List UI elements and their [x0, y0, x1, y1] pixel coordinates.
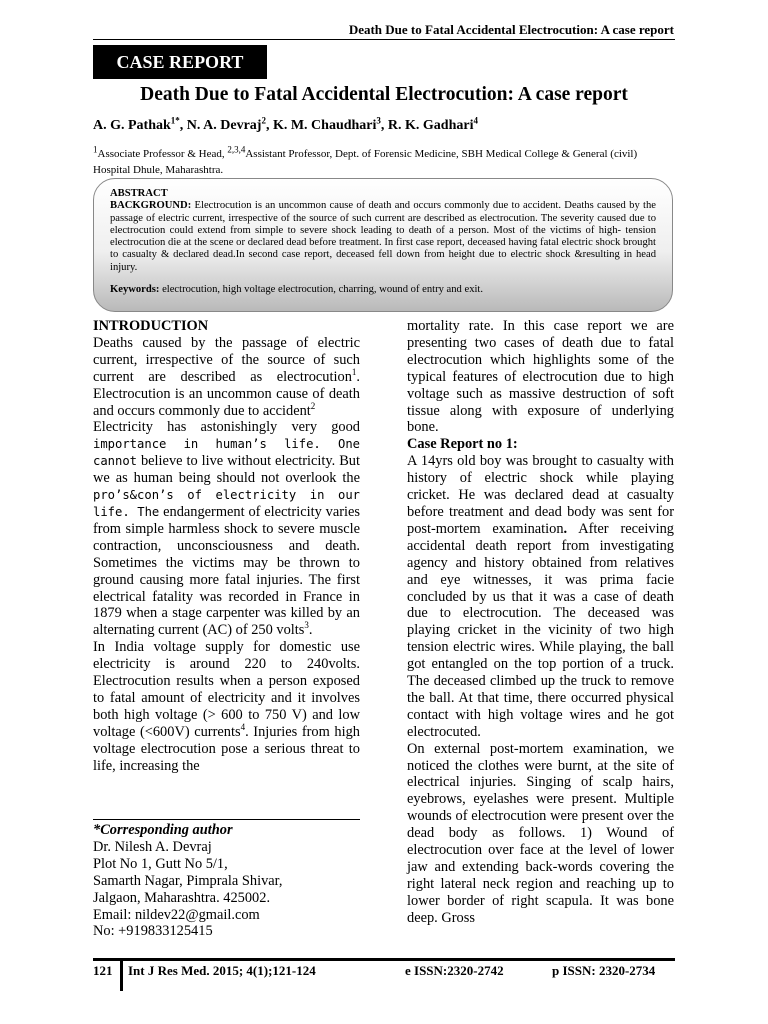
banner-label: CASE REPORT	[116, 51, 244, 72]
author-list: A. G. Pathak$^{1*}$, N. A. Devraj$^2$, K. M. Chaudhari$^3$, R. K. Gadhari$^4$	[93, 115, 478, 133]
background-text: Electrocution is an uncommon cause of death and occurs commonly due to accident. Deaths caused by the passage of electric current, irrespective of the source of such current are described as electrocution. The severity caused due to electrocution could extend from simple to severe shock leading to death of a person. Most of the victims of high- tension electrocution die at the scene or declared dead before treatment. In first case report, deceased having fatal electric shock brought to casualty & declared dead.In second case report, deceased fell down from height due to electric shock &resulting in head injury.	[110, 200, 656, 273]
intro-paragraph-1: Deaths caused by the passage of electric current, irrespective of the source of such current are described as electrocution$^1$. Electrocution is an uncommon cause of death and occurs commonly due to accident$^2$	[93, 334, 360, 419]
intro-heading: INTRODUCTION	[93, 318, 209, 334]
right-column	[407, 318, 674, 927]
page-title: Death Due to Fatal Accidental Electrocution: A case report	[140, 84, 628, 105]
abstract-box	[93, 178, 673, 312]
affil-mark: 1	[93, 144, 98, 155]
author-affil-mark: 1*	[170, 115, 180, 126]
case-paragraph-1: A 14yrs old boy was brought to casualty with history of electric shock while playing cricket. He was declared dead at casualty before treatment and dead body was sent for post-mortem examination. After receiving accidental death report from investigating agency and history obtained from relatives and eye witnesses, it was prima facie concluded by us that it was a case of death due to electrocution. The deceased was playing cricket in the vicinity of two high tension electric wires. While playing, the ball got entangled on the top portion of a truck. The deceased climbed up the truck to remove the ball. At that time, there occurred physical contact with high voltage wires and he got electrocuted.	[407, 453, 674, 740]
journal-citation: Int J Res Med. 2015; 4(1);121-124	[128, 963, 316, 978]
eissn: e ISSN:2320-2742	[405, 963, 504, 978]
corresponding-heading: *Corresponding author	[93, 822, 233, 838]
case-paragraph-2: On external post-mortem examination, we noticed the clothes were burnt, at the site of electrical injuries. Singing of scalp hairs, eyebrows, eyelashes were present. Multiple wounds of electrocution were present over the dead body as follows. 1) Wound of electrocution over face at the level of lower jaw and extending back-words covering the right lateral neck region and reaching up to lower border of right scapula. It was bone deep. Gross	[407, 740, 674, 926]
keywords-text: electrocution, high voltage electrocution, charring, wound of entry and exit.	[159, 284, 484, 296]
affil-text: Associate Professor & Head,	[97, 148, 228, 160]
header-rule	[93, 39, 675, 40]
intro-paragraph-2: Electricity has astonishingly very good importance in human’s life. One cannot believe to live without electricity. But we as human being should not overlook the pro’s&con’s of electricity in our life. The endangerment of electricity varies from simple harmless shock to severe muscle contraction, unconsciousness and death. Sometimes the victims may be thrown to ground causing more fatal injuries. The first electrical fatality was recorded in France in 1879 when a stage carpenter was killed by an alternating current (AC) of 250 volts$^3$.	[93, 419, 360, 639]
corresponding-line: Dr. Nilesh A. Devraj	[93, 838, 212, 855]
affil-mark: 2,3,4	[227, 144, 246, 155]
corresponding-line: Jalgaon, Maharashtra. 425002.	[93, 889, 271, 906]
corresponding-email: Email: nildev22@gmail.com	[93, 906, 260, 923]
author-name: R. K. Gadhari	[387, 118, 474, 133]
section-banner	[93, 45, 267, 79]
author-name: N. A. Devraj	[186, 118, 262, 133]
corresponding-phone: No: +919833125415	[93, 923, 213, 940]
intro-paragraph-3: In India voltage supply for domestic use electricity is around 220 to 240volts. Electrocution results when a person exposed to fatal amount of electricity and it involves both high voltage (> 600 to 750 V) and low voltage (<600V) currents$^4$. Injuries from high voltage electrocution pose a serious threat to life, increasing the	[93, 639, 360, 774]
corresponding-line: Plot No 1, Gutt No 5/1,	[93, 855, 228, 872]
affil-text: Assistant Professor, Dept. of Forensic Medicine, SBH Medical College & General (civil) Hospital Dhule, Maharashtra.	[93, 148, 638, 176]
abstract-label: ABSTRACT	[110, 188, 168, 199]
author-affil-mark: 4	[473, 115, 478, 126]
affiliations	[93, 146, 676, 178]
author-affil-mark: 2	[261, 115, 266, 126]
case-heading: Case Report no 1:	[407, 436, 518, 453]
running-head: Death Due to Fatal Accidental Electrocution: A case report	[348, 22, 674, 37]
corresponding-author	[93, 822, 373, 940]
corresponding-line: Samarth Nagar, Pimprala Shivar,	[93, 872, 283, 889]
footnote-rule	[93, 819, 360, 820]
author-name: K. M. Chaudhari	[272, 118, 377, 133]
page-number: 121	[93, 963, 113, 978]
intro-paragraph-4: mortality rate. In this case report we are presenting two cases of death due to fatal electrocution which highlights some of the typical features of electrocution due to high voltage such as massive destruction of soft tissue along with exposure of underlying bone.	[407, 318, 674, 436]
left-column	[93, 318, 360, 774]
keywords-label: Keywords:	[110, 284, 160, 296]
author-name: A. G. Pathak	[93, 118, 171, 133]
background-label: BACKGROUND:	[110, 200, 192, 212]
author-affil-mark: 3	[376, 115, 381, 126]
pissn: p ISSN: 2320-2734	[552, 963, 656, 978]
footer-divider	[120, 958, 123, 991]
footer-rule	[93, 958, 675, 961]
